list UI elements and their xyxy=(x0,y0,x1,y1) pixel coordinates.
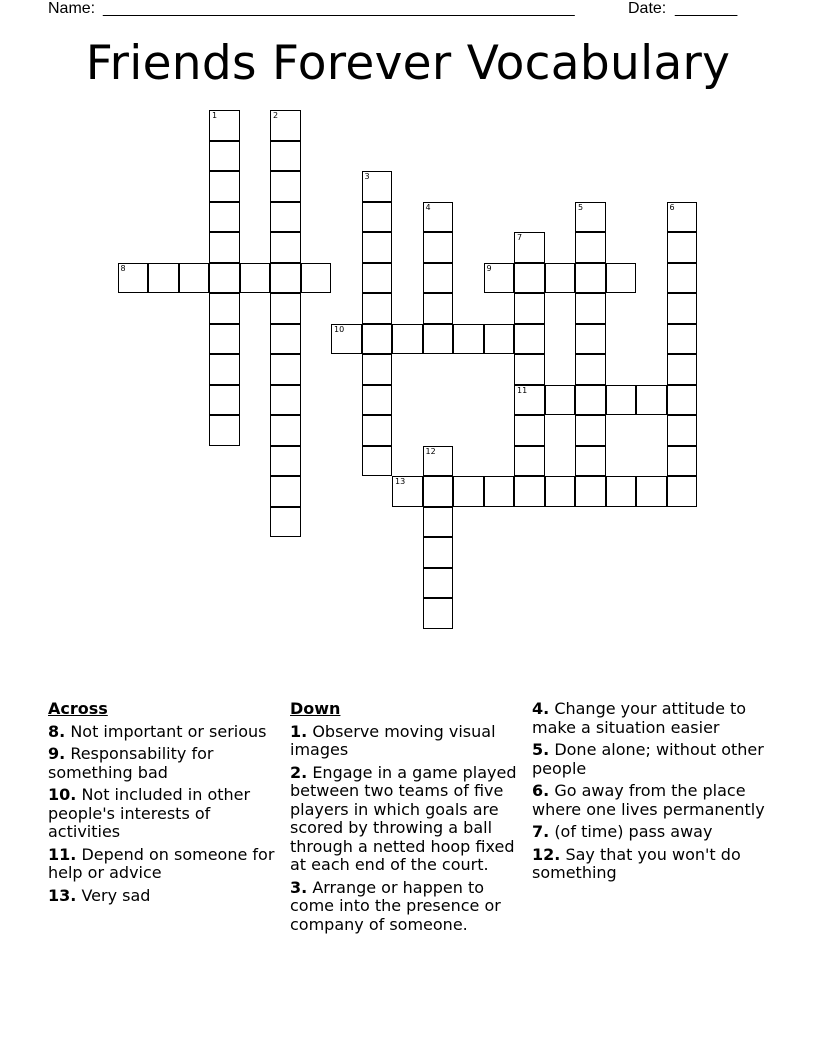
name-label: Name: xyxy=(48,0,96,17)
grid-cell[interactable] xyxy=(667,476,698,507)
grid-cell[interactable] xyxy=(209,385,240,416)
grid-cell[interactable] xyxy=(667,202,698,233)
grid-cell[interactable] xyxy=(575,293,606,324)
cell-number: 7 xyxy=(517,233,523,242)
grid-cell[interactable] xyxy=(270,354,301,385)
grid-cell[interactable] xyxy=(209,293,240,324)
grid-cell[interactable] xyxy=(514,324,545,355)
clue-across-11 xyxy=(48,846,284,883)
grid-cell[interactable] xyxy=(423,598,454,629)
grid-cell[interactable] xyxy=(270,171,301,202)
clue-number: 4. xyxy=(532,699,550,718)
grid-cell[interactable] xyxy=(423,568,454,599)
clue-text: Depend on someone for help or advice xyxy=(48,844,275,882)
cell-number: 9 xyxy=(486,263,492,273)
grid-cell[interactable] xyxy=(575,415,606,446)
grid-cell[interactable] xyxy=(423,324,454,355)
grid-cell[interactable] xyxy=(270,232,301,263)
clue-down-12 xyxy=(532,846,768,883)
grid-cell[interactable] xyxy=(209,263,240,294)
cell-number: 2 xyxy=(273,111,279,120)
grid-cell[interactable] xyxy=(484,476,515,507)
cell-number: 8 xyxy=(120,263,126,273)
clue-across-10 xyxy=(48,786,284,842)
clue-text: Done alone; without other people xyxy=(532,740,764,778)
grid-cell[interactable] xyxy=(270,324,301,355)
down-clues-col-1 xyxy=(290,700,526,938)
grid-cell[interactable] xyxy=(423,202,454,233)
grid-cell[interactable] xyxy=(514,446,545,477)
cell-number: 12 xyxy=(425,446,436,456)
clue-number: 10. xyxy=(48,785,77,804)
clue-text: Change your attitude to make a situation easier xyxy=(532,699,747,737)
clue-across-13 xyxy=(48,887,284,906)
grid-cell[interactable] xyxy=(484,263,515,294)
grid-cell[interactable] xyxy=(270,141,301,172)
grid-cell[interactable] xyxy=(575,354,606,385)
grid-cell[interactable] xyxy=(209,110,240,141)
grid-cell[interactable] xyxy=(667,324,698,355)
clue-down-7 xyxy=(532,823,768,842)
grid-cell[interactable] xyxy=(209,171,240,202)
clue-text: Say that you won't do something xyxy=(532,844,741,882)
cell-number: 5 xyxy=(578,202,584,212)
grid-cell[interactable] xyxy=(667,293,698,324)
grid-cell[interactable] xyxy=(423,232,454,263)
clue-number: 13. xyxy=(48,885,77,905)
cell-number: 4 xyxy=(425,202,431,212)
grid-cell[interactable] xyxy=(575,263,606,294)
grid-cell[interactable] xyxy=(362,324,393,355)
clue-text: Arrange or happen to come into the presence or company of someone. xyxy=(290,877,501,934)
clue-number: 8. xyxy=(48,721,66,741)
clue-number: 12. xyxy=(532,844,561,864)
grid-cell[interactable] xyxy=(575,324,606,355)
grid-cell[interactable] xyxy=(423,263,454,294)
clue-across-9 xyxy=(48,745,284,782)
grid-cell[interactable] xyxy=(362,293,393,324)
cell-number: 10 xyxy=(334,324,345,334)
cell-number: 3 xyxy=(364,172,370,181)
clue-number: 7. xyxy=(532,822,550,841)
page-title: Friends Forever Vocabulary xyxy=(85,36,731,91)
down-heading: Down xyxy=(290,699,341,718)
grid-cell[interactable] xyxy=(514,232,545,263)
grid-cell[interactable] xyxy=(270,507,301,538)
down-clues-col-2 xyxy=(532,700,768,887)
clue-number: 2. xyxy=(290,762,308,782)
grid-cell[interactable] xyxy=(362,202,393,233)
grid-cell[interactable] xyxy=(667,446,698,477)
clue-number: 3. xyxy=(290,877,308,897)
grid-cell[interactable] xyxy=(514,385,545,416)
grid-cell[interactable] xyxy=(209,141,240,172)
grid-cell[interactable] xyxy=(575,446,606,477)
grid-cell[interactable] xyxy=(484,324,515,355)
across-clues xyxy=(48,700,284,909)
clue-number: 9. xyxy=(48,744,66,763)
grid-cell[interactable] xyxy=(209,324,240,355)
clue-number: 6. xyxy=(532,781,550,800)
cell-number: 13 xyxy=(395,477,406,486)
grid-cell[interactable] xyxy=(636,476,667,507)
grid-cell[interactable] xyxy=(179,263,210,294)
grid-cell[interactable] xyxy=(148,263,179,294)
grid-cell[interactable] xyxy=(392,476,423,507)
grid-cell[interactable] xyxy=(362,171,393,202)
grid-cell[interactable] xyxy=(423,476,454,507)
grid-cell[interactable] xyxy=(667,232,698,263)
grid-cell[interactable] xyxy=(423,537,454,568)
clue-text: Very sad xyxy=(81,885,151,905)
grid-cell[interactable] xyxy=(606,263,637,294)
grid-cell[interactable] xyxy=(545,385,576,416)
date-field[interactable]: _______ xyxy=(675,0,738,17)
grid-cell[interactable] xyxy=(301,263,332,294)
grid-cell[interactable] xyxy=(575,385,606,416)
grid-cell[interactable] xyxy=(453,476,484,507)
grid-cell[interactable] xyxy=(606,385,637,416)
grid-cell[interactable] xyxy=(270,446,301,477)
clue-number: 1. xyxy=(290,721,308,741)
clue-down-6 xyxy=(532,782,768,819)
clue-text: Not included in other people's interests of activities xyxy=(48,785,251,841)
grid-cell[interactable] xyxy=(545,476,576,507)
grid-cell[interactable] xyxy=(667,385,698,416)
clue-number: 11. xyxy=(48,844,77,864)
grid-cell[interactable] xyxy=(362,263,393,294)
grid-cell[interactable] xyxy=(545,263,576,294)
grid-cell[interactable] xyxy=(118,263,149,294)
grid-cell[interactable] xyxy=(270,415,301,446)
grid-cell[interactable] xyxy=(362,415,393,446)
grid-cell[interactable] xyxy=(362,385,393,416)
clue-across-8 xyxy=(48,723,284,742)
clue-text: Not important or serious xyxy=(70,721,267,741)
grid-cell[interactable] xyxy=(270,110,301,141)
grid-cell[interactable] xyxy=(636,385,667,416)
clue-text: Observe moving visual images xyxy=(290,721,496,759)
grid-cell[interactable] xyxy=(667,354,698,385)
clue-down-5 xyxy=(532,741,768,778)
grid-cell[interactable] xyxy=(362,446,393,477)
clue-down-2 xyxy=(290,764,526,875)
grid-cell[interactable] xyxy=(331,324,362,355)
grid-cell[interactable] xyxy=(514,354,545,385)
grid-cell[interactable] xyxy=(606,476,637,507)
clue-down-3 xyxy=(290,879,526,935)
grid-cell[interactable] xyxy=(270,202,301,233)
grid-cell[interactable] xyxy=(209,415,240,446)
grid-cell[interactable] xyxy=(423,293,454,324)
grid-cell[interactable] xyxy=(270,476,301,507)
across-heading: Across xyxy=(48,699,108,718)
clue-text: Responsability for something bad xyxy=(48,744,214,782)
grid-cell[interactable] xyxy=(423,446,454,477)
grid-cell[interactable] xyxy=(362,354,393,385)
grid-cell[interactable] xyxy=(362,232,393,263)
clue-down-4 xyxy=(532,700,768,737)
grid-cell[interactable] xyxy=(209,202,240,233)
grid-cell[interactable] xyxy=(423,507,454,538)
grid-cell[interactable] xyxy=(514,476,545,507)
grid-cell[interactable] xyxy=(209,232,240,263)
grid-cell[interactable] xyxy=(240,263,271,294)
cell-number: 11 xyxy=(517,385,528,395)
grid-cell[interactable] xyxy=(514,293,545,324)
grid-cell[interactable] xyxy=(514,263,545,294)
clue-down-1 xyxy=(290,723,526,760)
cell-number: 6 xyxy=(669,202,675,212)
grid-cell[interactable] xyxy=(514,415,545,446)
grid-cell[interactable] xyxy=(270,263,301,294)
grid-cell[interactable] xyxy=(209,354,240,385)
clue-text: Engage in a game played between two teams of five players in which goals are scored by throwing a ball through a netted hoop fixed at each end of the court. xyxy=(290,762,517,874)
name-field[interactable]: _____________________________________________________ xyxy=(103,0,575,17)
clue-text: Go away from the place where one lives permanently xyxy=(532,781,765,819)
grid-cell[interactable] xyxy=(575,232,606,263)
cell-number: 1 xyxy=(212,111,218,120)
clue-text: (of time) pass away xyxy=(554,822,713,841)
grid-cell[interactable] xyxy=(575,476,606,507)
grid-cell[interactable] xyxy=(270,293,301,324)
grid-cell[interactable] xyxy=(392,324,423,355)
date-label: Date: xyxy=(628,0,667,17)
grid-cell[interactable] xyxy=(270,385,301,416)
grid-cell[interactable] xyxy=(667,415,698,446)
grid-cell[interactable] xyxy=(575,202,606,233)
clue-number: 5. xyxy=(532,740,550,759)
grid-cell[interactable] xyxy=(453,324,484,355)
grid-cell[interactable] xyxy=(667,263,698,294)
